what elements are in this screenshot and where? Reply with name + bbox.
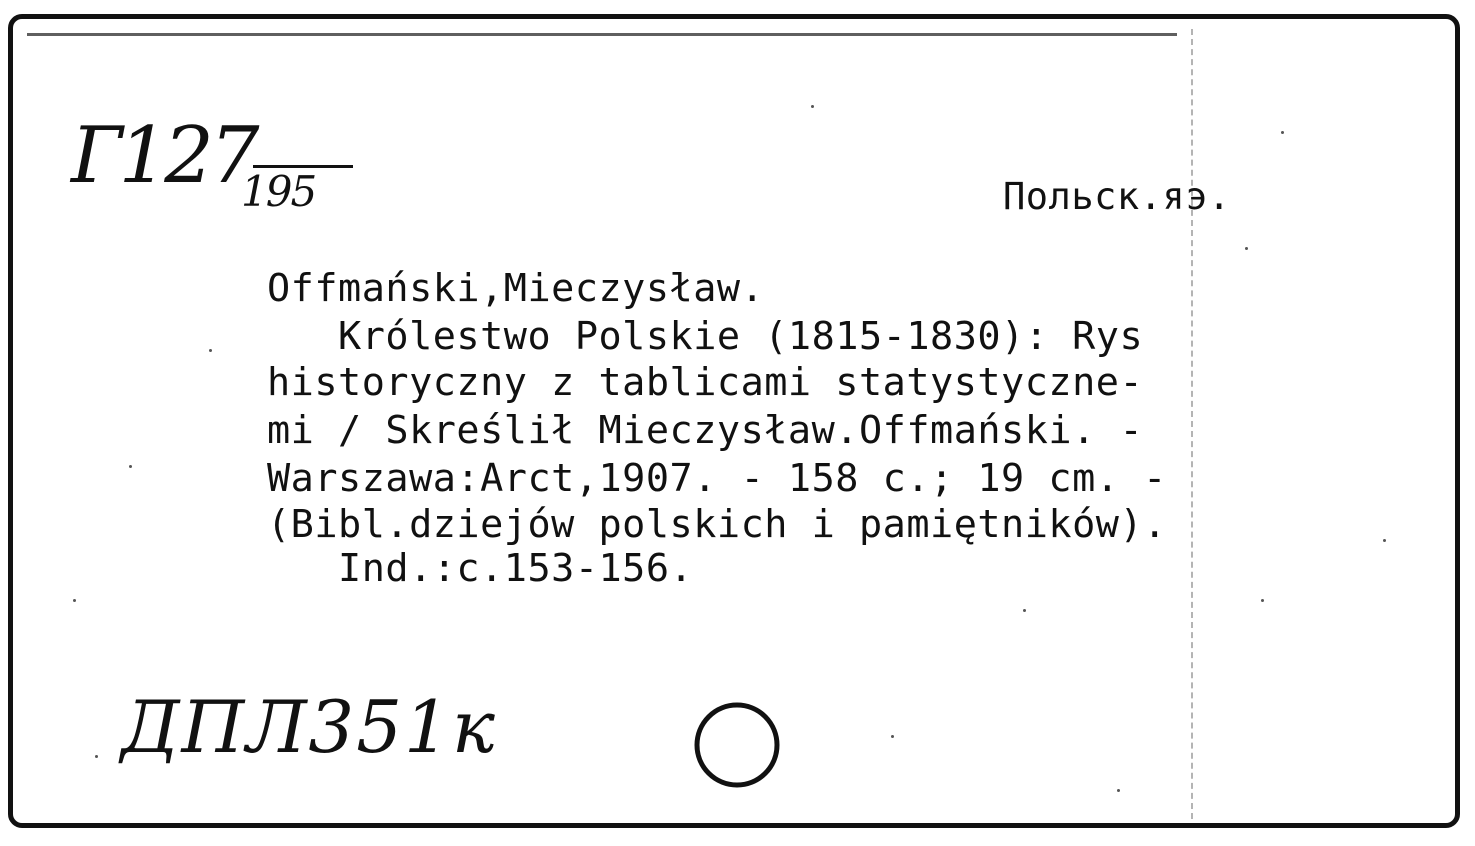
speck (209, 349, 212, 352)
shelfmark-main: Г127 (71, 111, 256, 201)
entry-line-author: Offmański,Mieczysław. (267, 266, 765, 311)
speck (73, 599, 76, 602)
entry-line-title: Królestwo Polskie (1815-1830): Rys (267, 314, 1144, 359)
shelfmark-number: 195 (241, 167, 316, 216)
speck (1023, 609, 1026, 612)
entry-line-index-note: Ind.:c.153-156. (267, 546, 694, 591)
speck (95, 755, 98, 758)
catalog-card (8, 14, 1460, 828)
speck (1383, 539, 1386, 542)
entry-line-imprint: Warszawa:Arct,1907. - 158 c.; 19 cm. - (267, 456, 1167, 501)
speck (1261, 599, 1264, 602)
top-rule (27, 33, 1177, 36)
speck (1245, 247, 1248, 250)
entry-line-responsibility: mi / Skreślił Mieczysław.Offmański. - (267, 408, 1144, 453)
entry-line-series: (Bibl.dziejów polskich i pamiętników). (267, 502, 1167, 547)
speck (891, 735, 894, 738)
speck (811, 105, 814, 108)
entry-line-title-cont: historyczny z tablicami statystyczne- (267, 360, 1144, 405)
speck (1281, 131, 1284, 134)
speck (1117, 789, 1120, 792)
inventory-number: ДПЛ351к (121, 685, 497, 769)
circle-stamp-icon (691, 699, 783, 791)
speck (129, 465, 132, 468)
language-label: Польск.яэ. (1003, 175, 1231, 218)
fold-line (1191, 29, 1193, 819)
